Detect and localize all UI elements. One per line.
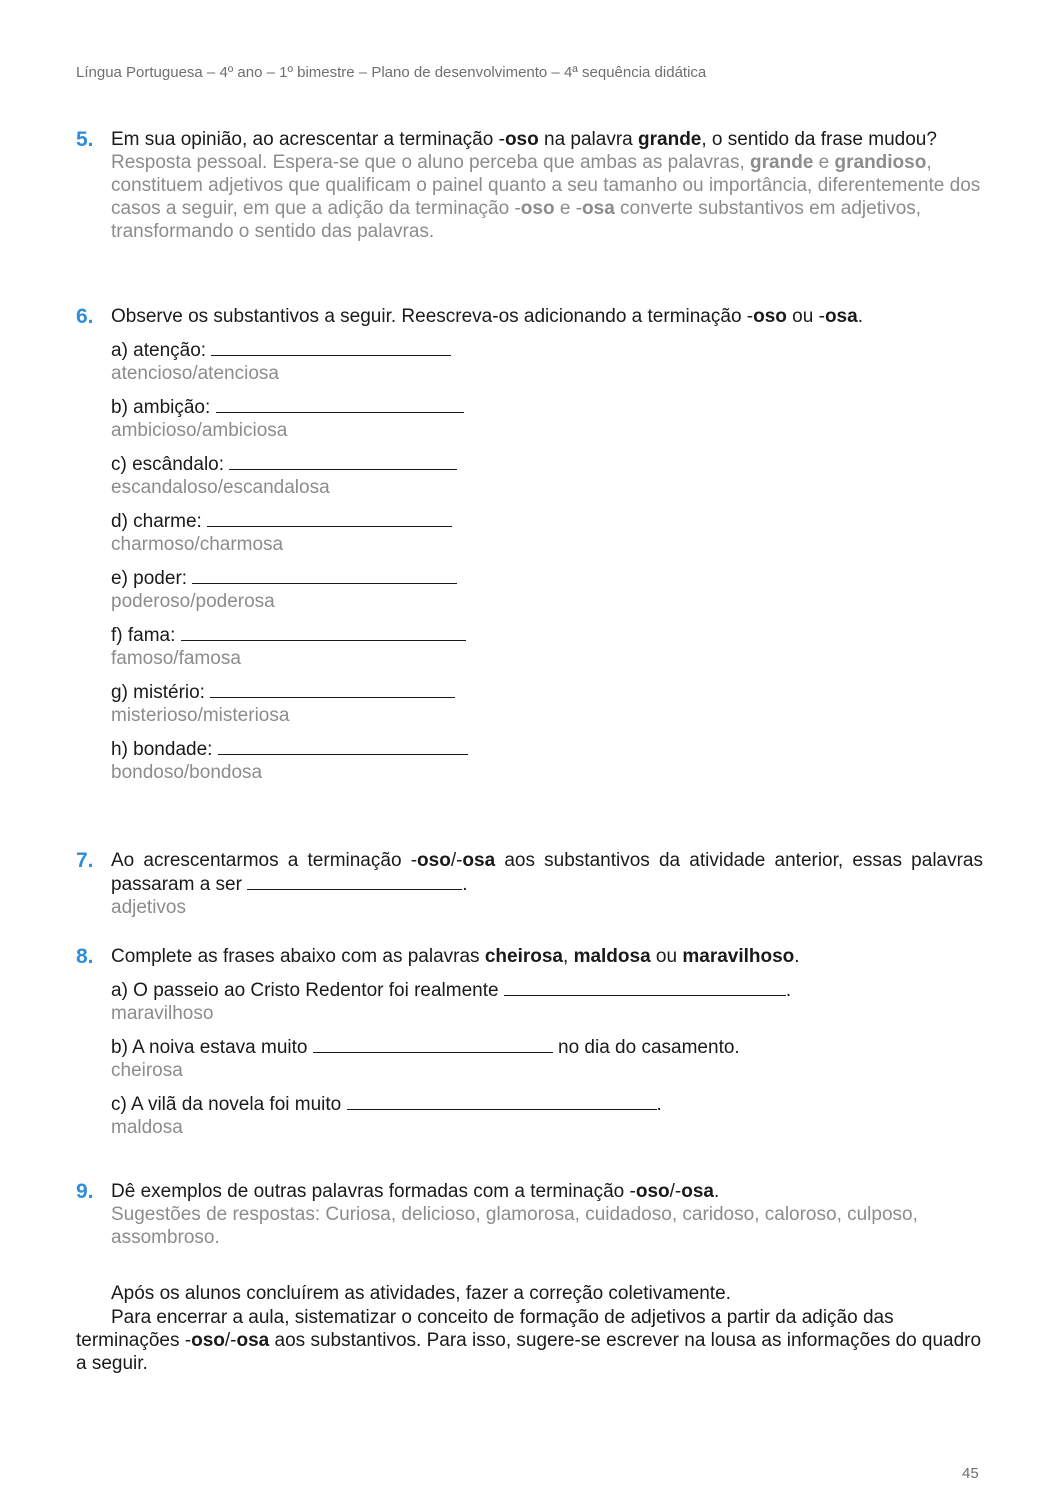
page-header: Língua Portuguesa – 4º ano – 1º bimestre – Plano de desenvolvimento – 4ª sequência didática	[76, 64, 707, 81]
answer-blank[interactable]	[218, 737, 468, 755]
list-item	[111, 509, 983, 556]
answer-text: Resposta pessoal. Espera-se que o aluno perceba que ambas as palavras, grande e grandioso, constituem adjetivos que qualificam o painel quanto a seu tamanho ou importância, diferentemente dos casos a seguir, em que a adição da terminação -oso e -osa converte substantivos em adjetivos, transformando o sentido das palavras.	[111, 152, 981, 242]
question-text: Complete as frases abaixo com as palavras cheirosa, maldosa ou maravilhoso.	[111, 946, 800, 967]
closing-paragraph-2: Para encerrar a aula, sistematizar o conceito de formação de adjetivos a partir da adição das terminações -oso/-osa aos substantivos. Para isso, sugere-se escrever na lousa as informações do quadro a seguir.	[76, 1307, 982, 1374]
item-label: f) fama:	[111, 625, 176, 646]
question-number: 9.	[76, 1180, 94, 1203]
item-text-after: .	[785, 980, 792, 1001]
answer-blank[interactable]	[181, 623, 466, 641]
answer-blank[interactable]	[504, 978, 786, 996]
item-answer: famoso/famosa	[111, 648, 241, 669]
item-answer: maravilhoso	[111, 1003, 214, 1024]
item-label: a) atenção:	[111, 340, 207, 361]
answer-blank[interactable]	[216, 395, 464, 413]
question-text: Observe os substantivos a seguir. Reescreva-os adicionando a terminação -oso ou -osa.	[111, 306, 863, 327]
item-answer: maldosa	[111, 1117, 183, 1138]
answer-blank[interactable]	[313, 1035, 553, 1053]
item-text-before: c) A vilã da novela foi muito	[111, 1094, 347, 1115]
question-number: 8.	[76, 945, 94, 968]
question-7	[76, 849, 983, 919]
list-item	[111, 1092, 983, 1139]
answer-text: Sugestões de respostas: Curiosa, delicioso, glamorosa, cuidadoso, caridoso, caloroso, culposo, assombroso.	[111, 1204, 918, 1248]
item-label: e) poder:	[111, 568, 188, 589]
item-label: b) ambição:	[111, 397, 211, 418]
item-answer: charmoso/charmosa	[111, 534, 284, 555]
item-text-after: .	[656, 1094, 662, 1115]
answer-blank[interactable]	[211, 338, 451, 356]
question-text: Em sua opinião, ao acrescentar a terminação -oso na palavra grande, o sentido da frase mudou?	[111, 129, 937, 150]
answer-blank[interactable]	[210, 680, 455, 698]
closing-paragraph-1: Após os alunos concluírem as atividades, fazer a correção coletivamente.	[111, 1283, 731, 1304]
question-number: 7.	[76, 849, 94, 872]
item-text-after: no dia do casamento.	[552, 1037, 740, 1058]
list-item	[111, 978, 983, 1025]
item-answer: misterioso/misteriosa	[111, 705, 290, 726]
answer-blank[interactable]	[347, 1092, 657, 1110]
item-answer: poderoso/poderosa	[111, 591, 275, 612]
question-6	[76, 305, 983, 794]
list-item	[111, 452, 983, 499]
question-number: 5.	[76, 128, 94, 151]
list-item	[111, 680, 983, 727]
question-9	[76, 1180, 983, 1249]
question-text: Dê exemplos de outras palavras formadas com a terminação -oso/-osa.	[111, 1181, 720, 1202]
list-item	[111, 395, 983, 442]
question-number: 6.	[76, 305, 94, 328]
question-text: Ao acrescentarmos a terminação -oso/-osa aos substantivos da atividade anterior, essas palavras passaram a ser .	[111, 850, 983, 895]
item-text-before: a) O passeio ao Cristo Redentor foi realmente	[111, 980, 504, 1001]
list-item	[111, 566, 983, 613]
answer-blank[interactable]	[229, 452, 457, 470]
answer-blank[interactable]	[247, 872, 462, 890]
item-label: g) mistério:	[111, 682, 205, 703]
item-label: c) escândalo:	[111, 454, 225, 475]
list-item	[111, 623, 983, 670]
list-item	[111, 1035, 983, 1082]
answer-blank[interactable]	[207, 509, 452, 527]
list-item	[111, 737, 983, 784]
item-answer: atencioso/atenciosa	[111, 363, 279, 384]
item-text-before: b) A noiva estava muito	[111, 1037, 313, 1058]
list-item	[111, 338, 983, 385]
item-answer: bondoso/bondosa	[111, 762, 263, 783]
item-answer: ambicioso/ambiciosa	[111, 420, 288, 441]
question-5	[76, 128, 983, 243]
item-label: d) charme:	[111, 511, 202, 532]
item-list	[111, 978, 983, 1139]
item-label: h) bondade:	[111, 739, 213, 760]
item-list	[111, 338, 983, 784]
item-answer: cheirosa	[111, 1060, 183, 1081]
page-number: 45	[962, 1465, 979, 1482]
answer-text: adjetivos	[111, 897, 186, 918]
item-answer: escandaloso/escandalosa	[111, 477, 330, 498]
question-8	[76, 945, 983, 1149]
answer-blank[interactable]	[192, 566, 457, 584]
